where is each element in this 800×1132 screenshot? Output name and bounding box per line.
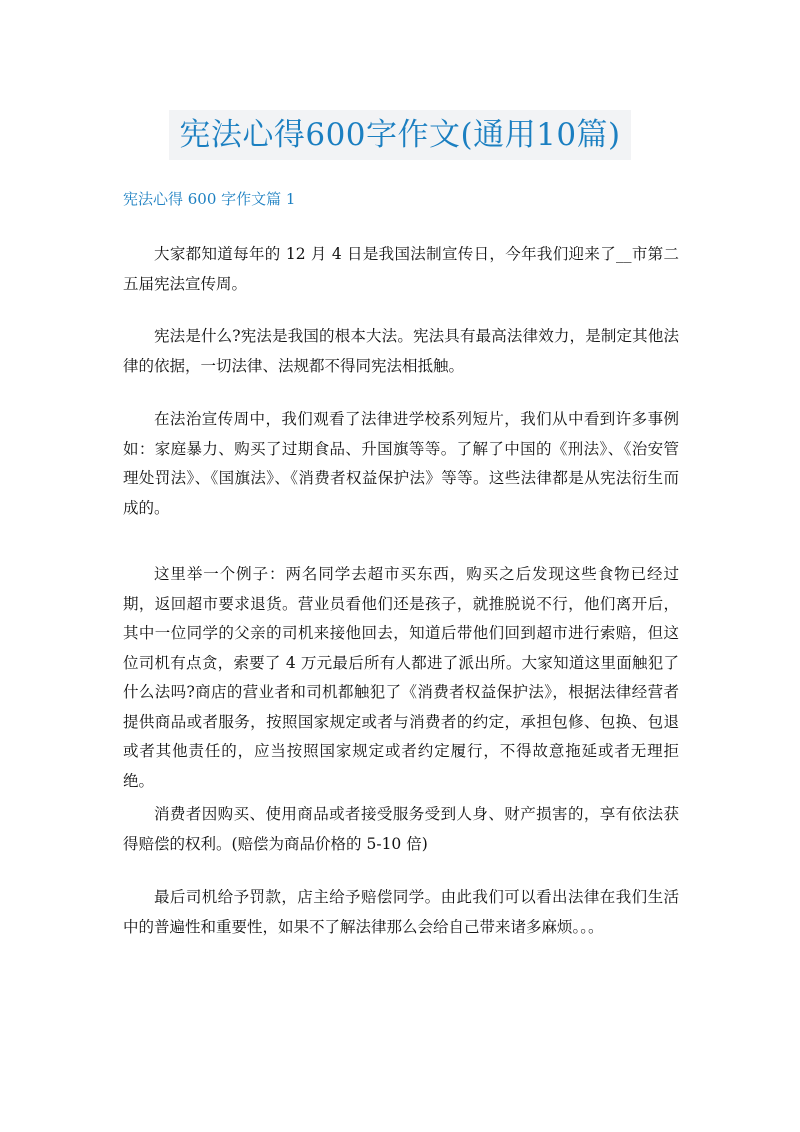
title-container — [0, 110, 800, 160]
section-heading: 宪法心得 600 字作文篇 1 — [123, 190, 296, 208]
paragraph-3: 在法治宣传周中，我们观看了法律进学校系列短片，我们从中看到许多事例如：家庭暴力、购买了过期食品、升国旗等等。了解了中国的《刑法》、《治安管理处罚法》、《国旗法》、《消费者权益保护法》等等。这些法律都是从宪法衍生而成的。 — [123, 410, 679, 517]
paragraph-4: 这里举一个例子：两名同学去超市买东西，购买之后发现这些食物已经过期，返回超市要求退货。营业员看他们还是孩子，就推脱说不行，他们离开后，其中一位同学的父亲的司机来接他回去，知道后带他们回到超市进行索赔，但这位司机有点贪，索要了 4 万元最后所有人都进了派出所。大家知道这里面触犯了什么法吗?商店的营业者和司机都触犯了《消费者权益保护法》，根据法律经营者提供商品或者服务，按照国家规定或者与消费者的约定，承担包修、包换、包退或者其他责任的，应当按照国家规定或者约定履行，不得故意拖延或者无理拒绝。 — [123, 565, 679, 790]
paragraph-1: 大家都知道每年的 12 月 4 日是我国法制宣传日，今年我们迎来了__市第二五届宪法宣传周。 — [123, 245, 679, 293]
paragraph-5: 消费者因购买、使用商品或者接受服务受到人身、财产损害的，享有依法获得赔偿的权利。(赔偿为商品价格的 5-10 倍) — [123, 805, 679, 853]
paragraph-2: 宪法是什么?宪法是我国的根本大法。宪法具有最高法律效力，是制定其他法律的依据，一切法律、法规都不得同宪法相抵触。 — [123, 327, 679, 375]
paragraph-6: 最后司机给予罚款，店主给予赔偿同学。由此我们可以看出法律在我们生活中的普遍性和重要性，如果不了解法律那么会给自己带来诸多麻烦。。。 — [123, 888, 679, 936]
document-title: 宪法心得600字作文(通用10篇) — [169, 110, 630, 160]
